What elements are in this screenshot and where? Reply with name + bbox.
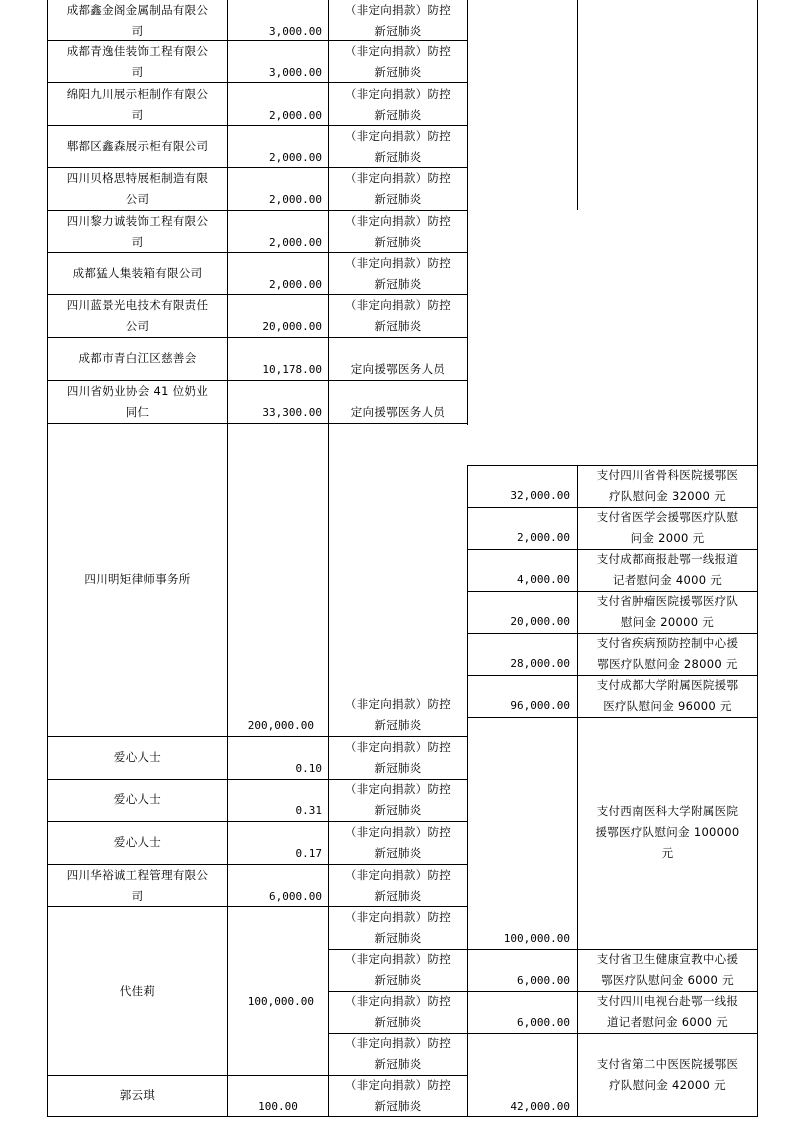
donor-name: 四川贝格思特展柜制造有限 公司 [66,171,209,206]
donation-purpose: （非定向捐款）防控 新冠肺炎 [344,697,452,732]
donor-name: 成都鑫金阁金属制品有限公 司 [66,3,209,38]
disbursement-description: 支付省医学会援鄂医疗队慰 问金 2000 元 [596,510,739,545]
disbursement-amount: 4,000.00 [517,573,570,586]
donation-amount: 6,000.00 [269,890,322,903]
donation-purpose: （非定向捐款）防控 新冠肺炎 [344,782,452,817]
donation-purpose: （非定向捐款）防控 新冠肺炎 [344,1078,452,1113]
donor-name: 成都青逸佳装饰工程有限公 司 [66,44,209,79]
donor-name: 成都猛人集装箱有限公司 [72,266,203,280]
donation-amount: 2,000.00 [269,109,322,122]
disbursement-amount: 2,000.00 [517,531,570,544]
disbursement-amount: 32,000.00 [510,489,570,502]
donation-purpose: （非定向捐款）防控 新冠肺炎 [344,3,452,38]
donation-purpose: （非定向捐款）防控 新冠肺炎 [344,910,452,945]
donation-purpose: （非定向捐款）防控 新冠肺炎 [344,740,452,775]
donor-name: 绵阳九川展示柜制作有限公 司 [66,87,209,122]
donation-amount: 100,000.00 [247,995,314,1008]
donation-purpose: （非定向捐款）防控 新冠肺炎 [344,44,452,79]
donation-purpose: （非定向捐款）防控 新冠肺炎 [344,87,452,122]
donor-name: 四川华裕诚工程管理有限公 司 [66,868,209,903]
grid-line [47,1075,227,1076]
disbursement-amount: 20,000.00 [510,615,570,628]
donation-purpose: （非定向捐款）防控 新冠肺炎 [344,129,452,164]
disbursement-description: 支付成都大学附属医院援鄂 医疗队慰问金 96000 元 [596,678,739,713]
donation-amount: 33,300.00 [262,406,322,419]
disbursement-amount: 28,000.00 [510,657,570,670]
donation-amount: 10,178.00 [262,363,322,376]
disbursement-amount: 6,000.00 [517,974,570,987]
donor-name: 四川黎力诚装饰工程有限公 司 [66,214,209,249]
disbursement-description: 支付四川电视台赴鄂一线报 道记者慰问金 6000 元 [596,994,739,1029]
donation-purpose: （非定向捐款）防控 新冠肺炎 [344,952,452,987]
donation-purpose: （非定向捐款）防控 新冠肺炎 [344,171,452,206]
donor-name: 郫都区鑫森展示柜有限公司 [66,139,209,153]
donation-amount: 2,000.00 [269,193,322,206]
grid-line [577,0,578,210]
donation-purpose: （非定向捐款）防控 新冠肺炎 [344,868,452,903]
donation-amount: 200,000.00 [247,719,314,732]
disbursement-description: 支付四川省骨科医院援鄂医 疗队慰问金 32000 元 [596,468,739,503]
donor-name: 爱心人士 [113,792,162,806]
donor-name: 爱心人士 [113,835,162,849]
donation-amount: 100.00 [258,1100,298,1113]
disbursement-amount: 6,000.00 [517,1016,570,1029]
donor-name: 爱心人士 [113,750,162,764]
disbursement-amount: 100,000.00 [503,932,570,945]
donation-amount: 20,000.00 [262,320,322,333]
disbursement-amount: 96,000.00 [510,699,570,712]
donor-name: 四川明矩律师事务所 [84,572,191,586]
donor-name: 成都市青白江区慈善会 [78,351,197,365]
donation-amount: 0.31 [295,804,322,817]
donation-purpose: （非定向捐款）防控 新冠肺炎 [344,298,452,333]
donation-purpose: （非定向捐款）防控 新冠肺炎 [344,256,452,291]
donation-amount: 0.10 [295,762,322,775]
disbursement-description: 支付西南医科大学附属医院 援鄂医疗队慰问金 100000 元 [595,804,740,860]
grid-line [47,337,467,338]
grid-line [467,1033,758,1034]
disbursement-description: 支付省卫生健康宣教中心援 鄂医疗队慰问金 6000 元 [596,952,739,987]
donation-purpose: （非定向捐款）防控 新冠肺炎 [344,994,452,1029]
grid-line [227,1075,328,1076]
donor-name: 四川蓝景光电技术有限责任 公司 [66,298,209,333]
disbursement-description: 支付成都商报赴鄂一线报道 记者慰问金 4000 元 [596,552,739,587]
donor-name: 郭云琪 [119,1088,156,1102]
disbursement-description: 支付省疾病预防控制中心援 鄂医疗队慰问金 28000 元 [596,636,739,671]
donor-name: 四川省奶业协会 41 位奶业 同仁 [66,384,209,419]
grid-line [467,0,468,425]
grid-line [47,423,467,424]
disbursement-amount: 42,000.00 [510,1100,570,1113]
donation-amount: 2,000.00 [269,236,322,249]
donation-purpose: 定向援鄂医务人员 [350,405,446,419]
donation-purpose: （非定向捐款）防控 新冠肺炎 [344,1036,452,1071]
donation-amount: 3,000.00 [269,25,322,38]
disbursement-description: 支付省肿瘤医院援鄂医疗队 慰问金 20000 元 [596,594,739,629]
donation-amount: 2,000.00 [269,151,322,164]
donor-name: 代佳莉 [119,984,156,998]
donation-amount: 3,000.00 [269,66,322,79]
donation-amount: 2,000.00 [269,278,322,291]
donation-purpose: 定向援鄂医务人员 [350,362,446,376]
donation-amount: 0.17 [295,847,322,860]
disbursement-description: 支付省第二中医医院援鄂医 疗队慰问金 42000 元 [596,1057,739,1092]
grid-line [467,717,758,718]
donation-purpose: （非定向捐款）防控 新冠肺炎 [344,825,452,860]
donation-purpose: （非定向捐款）防控 新冠肺炎 [344,214,452,249]
